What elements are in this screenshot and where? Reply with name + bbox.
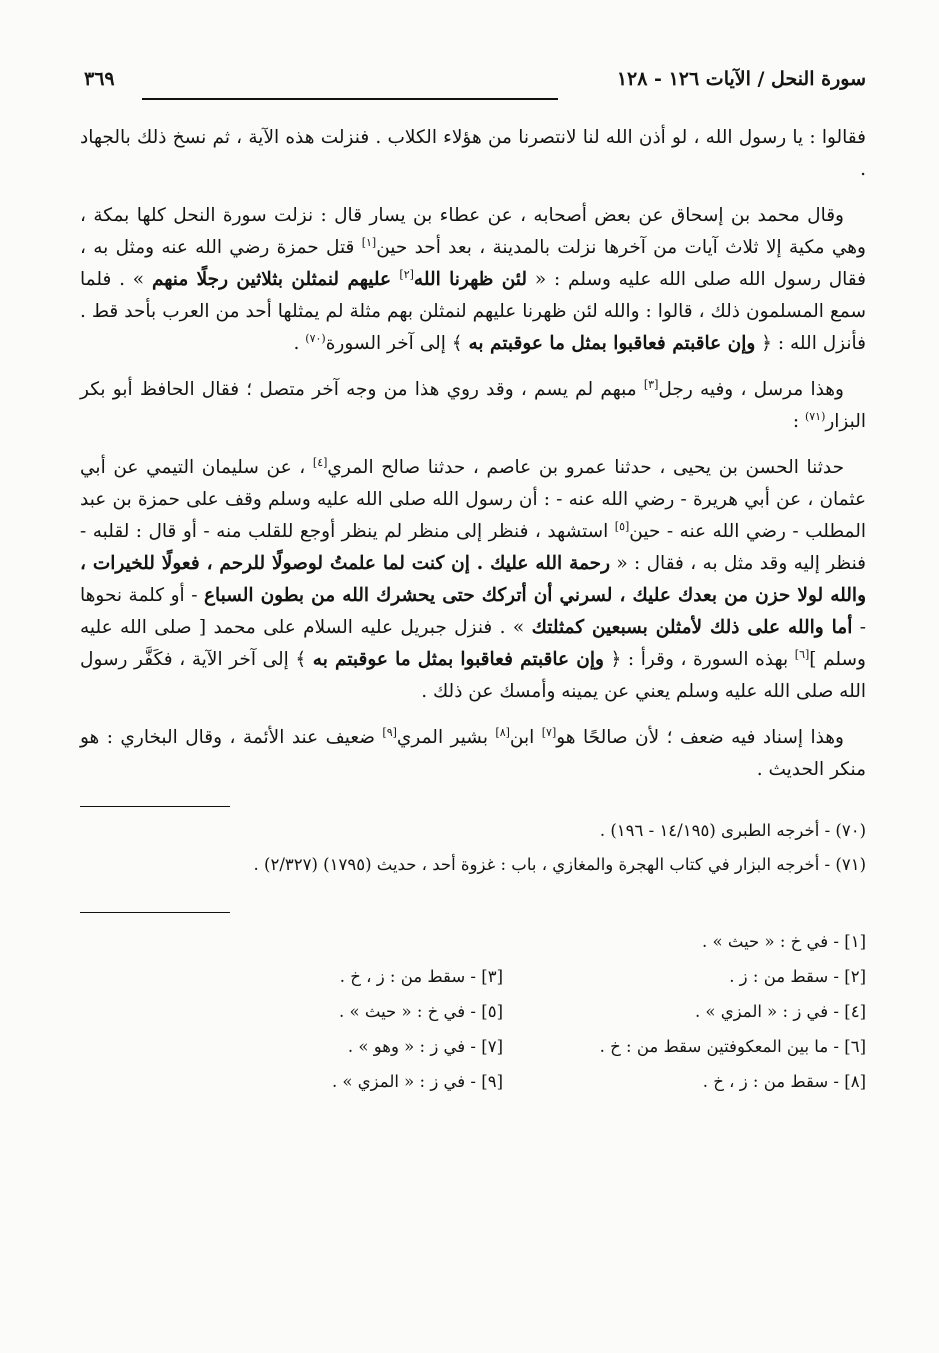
variant-note <box>140 924 503 959</box>
variant-note: [١] - في خ : « حيث » . <box>702 932 866 951</box>
variant-notes-row <box>140 924 866 959</box>
text-run: بشير المري <box>396 727 496 748</box>
footnote-marker: [٤] <box>312 455 328 469</box>
bold-quote: لئن ظهرنا الله <box>413 269 528 290</box>
header-rule <box>142 98 558 100</box>
footnotes <box>80 814 866 882</box>
variant-note: [٧] - في ز : « وهو » . <box>347 1037 503 1056</box>
text-run: ، عن سليمان التيمي عن أبي عثمان ، عن أبي هريرة - رضي الله عنه - : أن رسول الله صلى الله عليه وسلم وقف على حمزة بن عبد المطلب - رضي الله عنه - حين <box>80 457 867 542</box>
variant-note: [٤] - في ز : « المزي » . <box>694 1002 866 1021</box>
body-paragraph <box>80 200 866 360</box>
footnote-marker: [٨] <box>495 725 510 739</box>
footnote-marker: [٩] <box>382 725 397 739</box>
text-run: ﴾ إلى آخر الآية ، فكَفَّر رسول الله صلى الله عليه وسلم يعني عن يمينه وأمسك عن ذلك . <box>80 649 866 702</box>
variant-note: [٢] - سقط من : ز . <box>729 967 866 986</box>
text-run: ابن <box>509 727 542 748</box>
text-run: ﴾ إلى آخر السورة <box>325 333 469 354</box>
footnote-marker: [١] <box>361 235 377 249</box>
variant-notes-row <box>140 1064 866 1099</box>
bold-quote: رحمة الله عليك . إن كنت لما علمتُ لوصولًا للرحم ، فعولًا للخيرات ، والله لولا حزن من بعدك عليك ، لسرني أن أتركك حتى يحشرك الله من بطون السباع <box>80 553 867 606</box>
text-run: وهذا إسناد فيه ضعف ؛ لأن صالحًا هو <box>556 727 844 748</box>
footnote-marker: [٥] <box>614 519 630 533</box>
book-page <box>80 60 866 1310</box>
running-header <box>80 68 866 104</box>
footnote-marker: [٣] <box>643 377 659 391</box>
text-run: ضعيف عند الأئمة ، وقال البخاري : هو منكر الحديث . <box>80 727 866 780</box>
main-text <box>80 122 866 800</box>
text-run: بهذه السورة ، وقرأ : ﴿ <box>603 649 795 670</box>
text-run: حدثنا الحسن بن يحيى ، حدثنا عمرو بن عاصم ، حدثنا صالح المري <box>327 457 845 478</box>
variant-notes-row <box>140 1029 866 1064</box>
variant-note: [٦] - ما بين المعكوفتين سقط من : خ . <box>599 1037 866 1056</box>
variant-note: [٣] - سقط من : ز ، خ . <box>339 967 503 986</box>
footnote-71: (٧١) - أخرجه البزار في كتاب الهجرة والمغازي ، باب : غزوة أحد ، حديث (١٧٩٥) (٢/٣٢٧) . <box>253 855 866 874</box>
footnote-marker: [٧] <box>541 725 557 739</box>
text-run: وهذا مرسل ، وفيه رجل <box>658 379 844 400</box>
text-run: استشهد ، فنظر إلى منظر لم ينظر أوجع للقلب منه - أو قال : لقلبه - فنظر إليه وقد مثل به ، فقال : « <box>80 521 867 574</box>
footnote-marker: (٧٠) <box>305 331 326 345</box>
footnote-70: (٧٠) - أخرجه الطبرى (١٤/١٩٥ - ١٩٦) . <box>599 821 866 840</box>
page-number: ٣٦٩ <box>84 68 115 90</box>
body-paragraph <box>80 452 866 708</box>
bold-quote: عليهم لنمثلن بثلاثين رجلًا منهم <box>151 269 400 290</box>
text-run: . <box>293 333 306 354</box>
body-paragraph <box>80 722 866 786</box>
variant-notes-separator <box>80 912 230 913</box>
body-paragraph <box>80 122 866 186</box>
footnote-marker: [٢] <box>399 267 414 281</box>
variant-notes-row <box>140 959 866 994</box>
variant-note: [٨] - سقط من : ز ، خ . <box>702 1072 866 1091</box>
variant-notes-row <box>140 994 866 1029</box>
body-paragraph <box>80 374 866 438</box>
bold-quote: وإن عاقبتم فعاقبوا بمثل ما عوقبتم به <box>468 333 756 354</box>
text-run: فقالوا : يا رسول الله ، لو أذن الله لنا لانتصرنا من هؤلاء الكلاب . فنزلت هذه الآية ، ثم نسخ ذلك بالجهاد . <box>80 127 866 180</box>
text-run: وقال محمد بن إسحاق عن بعض أصحابه ، عن عطاء بن يسار قال : نزلت سورة النحل كلها بمكة ، وهي مكية إلا ثلاث آيات من آخرها نزلت بالمدينة ، بعد أحد حين <box>80 205 866 258</box>
variant-note: [٥] - في خ : « حيث » . <box>339 1002 503 1021</box>
footnote-marker: [٦] <box>794 647 810 661</box>
variant-notes <box>140 924 866 1099</box>
text-run: » . فلما سمع المسلمون ذلك ، قالوا : والله لئن ظهرنا عليهم لنمثلن بهم مثلة لم يمثلها أحد من العرب بأحد قط . فأنزل الله : ﴿ <box>80 269 866 354</box>
text-run: » . فنزل جبريل عليه السلام على محمد [ صلى الله عليه وسلم ] <box>80 617 866 670</box>
text-run: - أو كلمة نحوها - <box>80 585 866 638</box>
bold-quote: أما والله على ذلك لأمثلن بسبعين كمثلتك <box>531 617 853 638</box>
text-run: : <box>792 411 805 432</box>
text-run: مبهم لم يسم ، وقد روي هذا من وجه آخر متصل ؛ فقال الحافظ أبو بكر البزار <box>80 379 866 432</box>
bold-quote: وإن عاقبتم فعاقبوا بمثل ما عوقبتم به <box>312 649 604 670</box>
variant-note: [٩] - في ز : « المزي » . <box>331 1072 503 1091</box>
surah-title: سورة النحل / الآيات ١٢٦ - ١٢٨ <box>616 68 866 90</box>
text-run: قتل حمزة رضي الله عنه ومثل به ، فقال رسول الله صلى الله عليه وسلم : « <box>80 237 866 290</box>
footnote-separator <box>80 806 230 807</box>
footnote-marker: (٧١) <box>804 409 826 423</box>
